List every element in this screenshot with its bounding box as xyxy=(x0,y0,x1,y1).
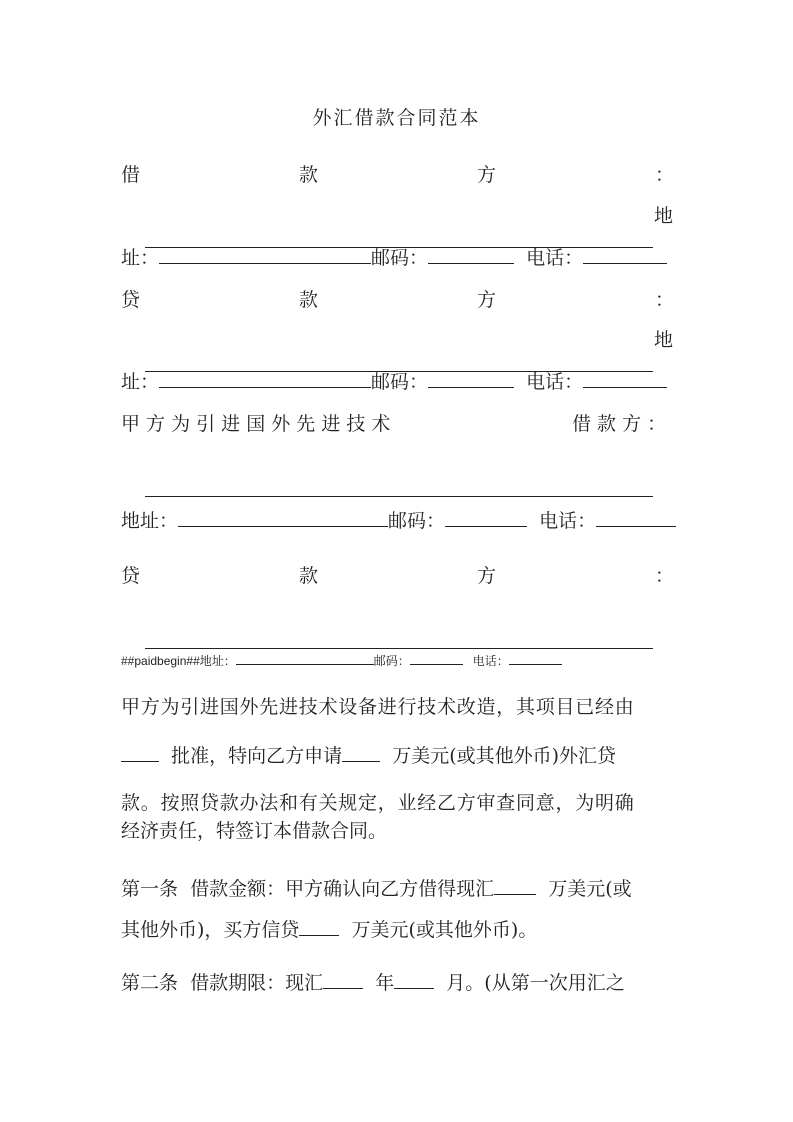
article2-text: 年 xyxy=(375,972,395,994)
para1-text: 万美元(或其他外币)外汇贷 xyxy=(392,745,617,767)
postcode-label: 邮码： xyxy=(373,654,410,668)
phone-label: 电话： xyxy=(472,654,509,668)
article1-text: 其他外币)，买方信贷 xyxy=(121,919,300,941)
lender-blank-line-2 xyxy=(121,604,653,682)
char: 方 xyxy=(476,164,496,186)
credit-amount-blank xyxy=(299,917,339,936)
address-label: 地址： xyxy=(121,510,179,532)
char: 贷 xyxy=(121,289,141,311)
postcode-blank xyxy=(428,369,514,388)
blank-underline xyxy=(145,630,653,649)
char: ： xyxy=(654,289,674,311)
address-blank xyxy=(159,369,371,388)
para1-line1: 甲方为引进国外先进技术设备进行技术改造，其项目已经由 xyxy=(121,696,635,718)
lender-label-line-2 xyxy=(121,563,674,589)
para1-line2 xyxy=(121,743,674,769)
char: 方 xyxy=(476,565,496,587)
address-blank xyxy=(178,508,388,527)
paid-address-line xyxy=(121,653,562,669)
char: ： xyxy=(654,164,674,186)
article1-text: 万美元(或其他外币)。 xyxy=(351,919,538,941)
intro-borrower-label: 借 款 方 ： xyxy=(572,413,667,435)
phone-blank xyxy=(509,653,562,665)
amount-blank xyxy=(342,743,380,762)
address-label-part2: 址： xyxy=(121,371,160,393)
approver-blank xyxy=(121,743,159,762)
article2-text: 第二条 借款期限：现汇 xyxy=(121,972,324,994)
intro-left-text: 甲 方 为 引 进 国 外 先 进 技 术 xyxy=(121,413,391,435)
para1-text: 批准，特向乙方申请 xyxy=(171,745,343,767)
address-label-part2: 址： xyxy=(121,247,160,269)
phone-label: 电话： xyxy=(539,510,597,532)
postcode-label: 邮码： xyxy=(371,371,429,393)
address-label-part1: 地 xyxy=(654,205,674,227)
month-blank xyxy=(394,970,434,989)
article1-text: 第一条 借款金额：甲方确认向乙方借得现汇 xyxy=(121,878,495,900)
char: 款 xyxy=(298,565,318,587)
postcode-blank xyxy=(445,508,527,527)
postcode-label: 邮码： xyxy=(371,247,429,269)
borrower-label-line xyxy=(121,162,674,188)
char: 款 xyxy=(298,164,318,186)
document-title: 外汇借款合同范本 xyxy=(312,107,481,129)
address-blank xyxy=(159,245,371,264)
address-blank xyxy=(236,653,374,665)
char: 款 xyxy=(298,289,318,311)
address-line xyxy=(121,245,667,271)
phone-blank xyxy=(583,245,667,264)
address-label-part1: 地 xyxy=(654,329,674,351)
char: 方 xyxy=(476,289,496,311)
article1-line2 xyxy=(121,917,674,943)
lender-label-line xyxy=(121,287,674,313)
char: 借 xyxy=(121,164,141,186)
article1-line1 xyxy=(121,876,674,902)
paid-address-label: ##paidbegin##地址： xyxy=(121,654,236,668)
address-line-2 xyxy=(121,508,676,534)
para1-line4: 经济责任，特签订本借款合同。 xyxy=(121,820,388,842)
address-line xyxy=(121,369,667,395)
para1-line3: 款。按照贷款办法和有关规定，业经乙方审查同意，为明确 xyxy=(121,792,635,814)
char: 贷 xyxy=(121,565,141,587)
blank-underline xyxy=(145,478,653,497)
article2-line1 xyxy=(121,970,674,996)
phone-blank xyxy=(583,369,667,388)
article1-text: 万美元(或 xyxy=(548,878,632,900)
char: ： xyxy=(654,565,674,587)
year-blank xyxy=(323,970,363,989)
cash-amount-blank xyxy=(494,876,536,895)
phone-blank xyxy=(596,508,676,527)
phone-label: 电话： xyxy=(526,371,584,393)
article2-text: 月。(从第一次用汇之 xyxy=(446,972,625,994)
postcode-blank xyxy=(410,653,463,665)
postcode-blank xyxy=(428,245,514,264)
postcode-label: 邮码： xyxy=(388,510,446,532)
phone-label: 电话： xyxy=(526,247,584,269)
